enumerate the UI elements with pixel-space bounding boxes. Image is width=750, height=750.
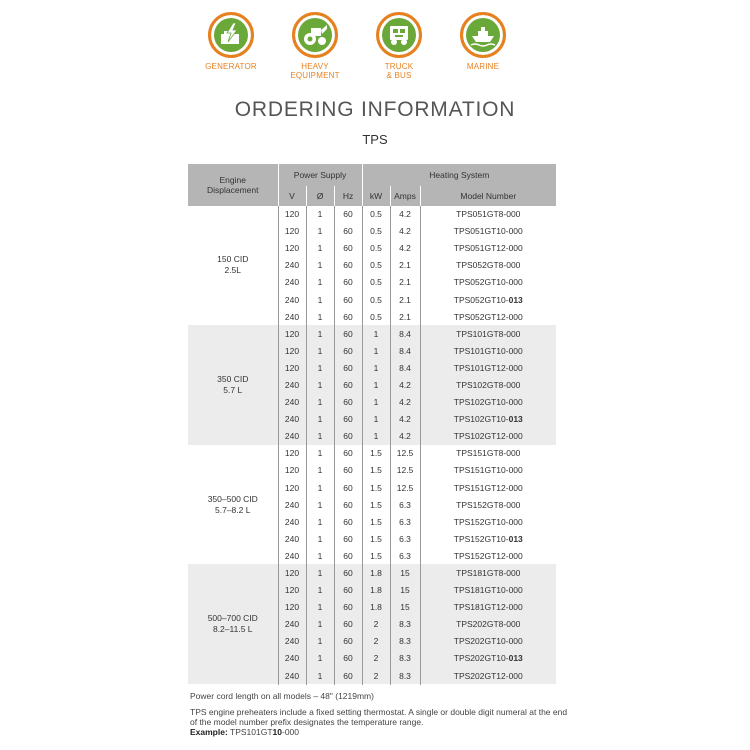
model-base: TPS181GT8-000 <box>456 568 521 579</box>
phase-cell: 1 <box>306 530 334 547</box>
hz-cell: 60 <box>334 582 362 599</box>
kw-cell: 0.5 <box>362 308 390 325</box>
amps-cell: 8.3 <box>390 667 420 684</box>
phase-cell: 1 <box>306 513 334 530</box>
kw-cell: 1 <box>362 411 390 428</box>
application-label: TRUCK & BUS <box>384 62 414 80</box>
table-row <box>188 564 556 581</box>
v-cell: 120 <box>278 462 306 479</box>
model-number-cell <box>420 376 556 393</box>
model-base: TPS051GT10-000 <box>453 226 523 237</box>
model-number-cell <box>420 479 556 496</box>
model-number-cell <box>420 564 556 581</box>
amps-cell: 12.5 <box>390 479 420 496</box>
header-v: V <box>278 186 306 206</box>
kw-cell: 1.5 <box>362 445 390 462</box>
truck-bus-icon <box>376 12 422 58</box>
model-number-cell <box>420 240 556 257</box>
model-base: TPS101GT8-000 <box>456 328 521 339</box>
table-body <box>188 206 556 684</box>
v-cell: 240 <box>278 496 306 513</box>
hz-cell: 60 <box>334 599 362 616</box>
engine-cid: 350 CID <box>217 373 249 384</box>
model-number-cell <box>420 359 556 376</box>
phase-cell: 1 <box>306 359 334 376</box>
hz-cell: 60 <box>334 240 362 257</box>
kw-cell: 2 <box>362 667 390 684</box>
kw-cell: 0.5 <box>362 240 390 257</box>
table-row <box>188 325 556 342</box>
model-number-cell <box>420 616 556 633</box>
amps-cell: 4.2 <box>390 223 420 240</box>
cord-length-note: Power cord length on all models – 48" (1219mm) <box>190 691 374 701</box>
header-model-number: Model Number <box>420 186 556 206</box>
kw-cell: 0.5 <box>362 257 390 274</box>
kw-cell: 1.5 <box>362 547 390 564</box>
model-base: TPS202GT8-000 <box>456 619 521 630</box>
phase-cell: 1 <box>306 223 334 240</box>
v-cell: 120 <box>278 445 306 462</box>
kw-cell: 0.5 <box>362 291 390 308</box>
kw-cell: 1.5 <box>362 462 390 479</box>
ordering-table <box>188 164 556 685</box>
engine-displacement-cell <box>188 445 278 565</box>
model-number-cell <box>420 257 556 274</box>
hz-cell: 60 <box>334 462 362 479</box>
phase-cell: 1 <box>306 479 334 496</box>
model-number-cell <box>420 547 556 564</box>
engine-cid: 150 CID <box>217 254 249 265</box>
kw-cell: 1.5 <box>362 496 390 513</box>
kw-cell: 2 <box>362 616 390 633</box>
phase-cell: 1 <box>306 206 334 223</box>
hz-cell: 60 <box>334 376 362 393</box>
header-engine-displacement: Engine Displacement <box>188 164 278 206</box>
hz-cell: 60 <box>334 223 362 240</box>
phase-cell: 1 <box>306 376 334 393</box>
phase-cell: 1 <box>306 394 334 411</box>
engine-cid: 350–500 CID <box>207 493 258 504</box>
model-base: TPS101GT12-000 <box>453 362 523 373</box>
hz-cell: 60 <box>334 479 362 496</box>
model-base: TPS102GT10-000 <box>453 397 523 408</box>
application-label: MARINE <box>466 62 500 71</box>
example-post: -000 <box>282 727 300 737</box>
marine-icon <box>460 12 506 58</box>
hz-cell: 60 <box>334 496 362 513</box>
header-amps: Amps <box>390 186 420 206</box>
model-number-cell <box>420 428 556 445</box>
amps-cell: 6.3 <box>390 530 420 547</box>
kw-cell: 1 <box>362 376 390 393</box>
amps-cell: 15 <box>390 599 420 616</box>
phase-cell: 1 <box>306 616 334 633</box>
engine-liters: 2.5L <box>224 265 242 276</box>
phase-cell: 1 <box>306 308 334 325</box>
model-number-cell <box>420 411 556 428</box>
v-cell: 240 <box>278 530 306 547</box>
phase-cell: 1 <box>306 342 334 359</box>
engine-cid: 500–700 CID <box>207 613 258 624</box>
header-kw: kW <box>362 186 390 206</box>
phase-cell: 1 <box>306 599 334 616</box>
kw-cell: 1 <box>362 325 390 342</box>
hz-cell: 60 <box>334 291 362 308</box>
amps-cell: 4.2 <box>390 376 420 393</box>
v-cell: 120 <box>278 342 306 359</box>
hz-cell: 60 <box>334 325 362 342</box>
v-cell: 240 <box>278 411 306 428</box>
v-cell: 120 <box>278 564 306 581</box>
hz-cell: 60 <box>334 530 362 547</box>
v-cell: 240 <box>278 274 306 291</box>
kw-cell: 1.5 <box>362 530 390 547</box>
amps-cell: 15 <box>390 582 420 599</box>
model-number-cell <box>420 223 556 240</box>
application-label: HEAVY EQUIPMENT <box>290 62 340 80</box>
table-row <box>188 206 556 223</box>
model-base: TPS151GT10-000 <box>453 465 523 476</box>
amps-cell: 15 <box>390 564 420 581</box>
hz-cell: 60 <box>334 633 362 650</box>
application-label: GENERATOR <box>205 62 257 71</box>
hz-cell: 60 <box>334 547 362 564</box>
v-cell: 240 <box>278 376 306 393</box>
phase-cell: 1 <box>306 582 334 599</box>
hz-cell: 60 <box>334 650 362 667</box>
kw-cell: 1 <box>362 428 390 445</box>
phase-cell: 1 <box>306 650 334 667</box>
v-cell: 240 <box>278 616 306 633</box>
model-base: TPS181GT12-000 <box>453 602 523 613</box>
amps-cell: 12.5 <box>390 462 420 479</box>
heavy-equipment-icon <box>292 12 338 58</box>
v-cell: 240 <box>278 308 306 325</box>
hz-cell: 60 <box>334 359 362 376</box>
kw-cell: 0.5 <box>362 206 390 223</box>
example-label: Example: <box>190 727 228 737</box>
table-row <box>188 445 556 462</box>
kw-cell: 1.8 <box>362 564 390 581</box>
kw-cell: 2 <box>362 650 390 667</box>
kw-cell: 1 <box>362 394 390 411</box>
thermostat-note <box>190 707 570 737</box>
phase-cell: 1 <box>306 428 334 445</box>
example-bold: 10 <box>272 727 282 737</box>
model-number-cell <box>420 650 556 667</box>
hz-cell: 60 <box>334 342 362 359</box>
model-base: TPS152GT10- <box>453 533 509 544</box>
phase-cell: 1 <box>306 667 334 684</box>
model-number-cell <box>420 274 556 291</box>
amps-cell: 8.3 <box>390 616 420 633</box>
model-base: TPS052GT10- <box>453 294 509 305</box>
model-base: TPS202GT12-000 <box>453 670 523 681</box>
amps-cell: 12.5 <box>390 445 420 462</box>
model-number-cell <box>420 513 556 530</box>
model-base: TPS051GT12-000 <box>453 243 523 254</box>
model-base: TPS102GT10- <box>453 414 509 425</box>
amps-cell: 2.1 <box>390 274 420 291</box>
model-suffix-bold: 013 <box>508 294 523 305</box>
generator-icon <box>208 12 254 58</box>
v-cell: 120 <box>278 479 306 496</box>
header-heating-system: Heating System <box>362 164 556 186</box>
model-number-cell <box>420 667 556 684</box>
engine-displacement-cell <box>188 564 278 684</box>
model-base: TPS202GT10-000 <box>453 636 523 647</box>
header-phase: Ø <box>306 186 334 206</box>
model-number-cell <box>420 291 556 308</box>
model-base: TPS102GT8-000 <box>456 379 521 390</box>
kw-cell: 1.8 <box>362 582 390 599</box>
hz-cell: 60 <box>334 411 362 428</box>
kw-cell: 1.5 <box>362 479 390 496</box>
engine-liters: 5.7–8.2 L <box>215 504 251 515</box>
application-icons <box>0 12 750 92</box>
model-base: TPS052GT10-000 <box>453 277 523 288</box>
v-cell: 240 <box>278 667 306 684</box>
model-number-cell <box>420 308 556 325</box>
phase-cell: 1 <box>306 564 334 581</box>
amps-cell: 8.4 <box>390 342 420 359</box>
hz-cell: 60 <box>334 564 362 581</box>
phase-cell: 1 <box>306 291 334 308</box>
engine-displacement-cell <box>188 206 278 325</box>
model-base: TPS152GT10-000 <box>453 516 523 527</box>
model-number-cell <box>420 599 556 616</box>
v-cell: 240 <box>278 428 306 445</box>
hz-cell: 60 <box>334 445 362 462</box>
phase-cell: 1 <box>306 325 334 342</box>
model-number-cell <box>420 325 556 342</box>
v-cell: 120 <box>278 223 306 240</box>
application-heavy-equipment <box>270 12 360 80</box>
hz-cell: 60 <box>334 616 362 633</box>
model-base: TPS102GT12-000 <box>453 431 523 442</box>
amps-cell: 2.1 <box>390 257 420 274</box>
model-base: TPS202GT10- <box>453 653 509 664</box>
example-pre: TPS101GT <box>227 727 273 737</box>
application-truck-bus <box>354 12 444 80</box>
model-base: TPS051GT8-000 <box>456 209 521 220</box>
amps-cell: 4.2 <box>390 411 420 428</box>
phase-cell: 1 <box>306 274 334 291</box>
v-cell: 120 <box>278 599 306 616</box>
model-suffix-bold: 013 <box>508 653 523 664</box>
engine-liters: 5.7 L <box>223 384 243 395</box>
amps-cell: 4.2 <box>390 206 420 223</box>
kw-cell: 1 <box>362 359 390 376</box>
kw-cell: 1.5 <box>362 513 390 530</box>
model-number-cell <box>420 633 556 650</box>
v-cell: 120 <box>278 240 306 257</box>
hz-cell: 60 <box>334 513 362 530</box>
model-number-cell <box>420 462 556 479</box>
header-hz: Hz <box>334 186 362 206</box>
hz-cell: 60 <box>334 667 362 684</box>
engine-displacement-cell <box>188 325 278 445</box>
v-cell: 120 <box>278 582 306 599</box>
v-cell: 120 <box>278 206 306 223</box>
model-number-cell <box>420 394 556 411</box>
model-base: TPS181GT10-000 <box>453 585 523 596</box>
header-power-supply: Power Supply <box>278 164 362 186</box>
amps-cell: 4.2 <box>390 240 420 257</box>
phase-cell: 1 <box>306 547 334 564</box>
application-generator <box>186 12 276 71</box>
v-cell: 120 <box>278 325 306 342</box>
model-number-cell <box>420 206 556 223</box>
hz-cell: 60 <box>334 308 362 325</box>
model-base: TPS151GT12-000 <box>453 482 523 493</box>
model-number-cell <box>420 582 556 599</box>
amps-cell: 8.4 <box>390 359 420 376</box>
page-subtitle: TPS <box>362 132 388 147</box>
model-suffix-bold: 013 <box>508 414 523 425</box>
amps-cell: 6.3 <box>390 496 420 513</box>
amps-cell: 8.3 <box>390 633 420 650</box>
amps-cell: 6.3 <box>390 513 420 530</box>
hz-cell: 60 <box>334 428 362 445</box>
model-base: TPS152GT12-000 <box>453 550 523 561</box>
phase-cell: 1 <box>306 633 334 650</box>
kw-cell: 1.8 <box>362 599 390 616</box>
model-number-cell <box>420 496 556 513</box>
amps-cell: 8.3 <box>390 650 420 667</box>
model-base: TPS151GT8-000 <box>456 448 521 459</box>
model-base: TPS152GT8-000 <box>456 499 521 510</box>
kw-cell: 0.5 <box>362 274 390 291</box>
amps-cell: 6.3 <box>390 547 420 564</box>
model-base: TPS052GT12-000 <box>453 311 523 322</box>
hz-cell: 60 <box>334 394 362 411</box>
phase-cell: 1 <box>306 445 334 462</box>
model-suffix-bold: 013 <box>508 533 523 544</box>
model-base: TPS101GT10-000 <box>453 345 523 356</box>
hz-cell: 60 <box>334 274 362 291</box>
model-base: TPS052GT8-000 <box>456 260 521 271</box>
kw-cell: 0.5 <box>362 223 390 240</box>
application-marine <box>438 12 528 71</box>
hz-cell: 60 <box>334 206 362 223</box>
v-cell: 240 <box>278 291 306 308</box>
kw-cell: 1 <box>362 342 390 359</box>
amps-cell: 2.1 <box>390 291 420 308</box>
kw-cell: 2 <box>362 633 390 650</box>
v-cell: 240 <box>278 257 306 274</box>
v-cell: 240 <box>278 394 306 411</box>
model-number-cell <box>420 530 556 547</box>
phase-cell: 1 <box>306 462 334 479</box>
page-title: ORDERING INFORMATION <box>234 98 516 121</box>
amps-cell: 4.2 <box>390 394 420 411</box>
v-cell: 240 <box>278 547 306 564</box>
model-number-cell <box>420 445 556 462</box>
amps-cell: 8.4 <box>390 325 420 342</box>
amps-cell: 4.2 <box>390 428 420 445</box>
phase-cell: 1 <box>306 496 334 513</box>
thermostat-text: TPS engine preheaters include a fixed setting thermostat. A single or double digit numeral at the end of the model number prefix designates the temperature range. <box>190 707 568 727</box>
v-cell: 240 <box>278 513 306 530</box>
hz-cell: 60 <box>334 257 362 274</box>
v-cell: 240 <box>278 633 306 650</box>
phase-cell: 1 <box>306 411 334 428</box>
v-cell: 120 <box>278 359 306 376</box>
model-number-cell <box>420 342 556 359</box>
v-cell: 240 <box>278 650 306 667</box>
engine-liters: 8.2–11.5 L <box>212 624 253 635</box>
phase-cell: 1 <box>306 240 334 257</box>
amps-cell: 2.1 <box>390 308 420 325</box>
phase-cell: 1 <box>306 257 334 274</box>
